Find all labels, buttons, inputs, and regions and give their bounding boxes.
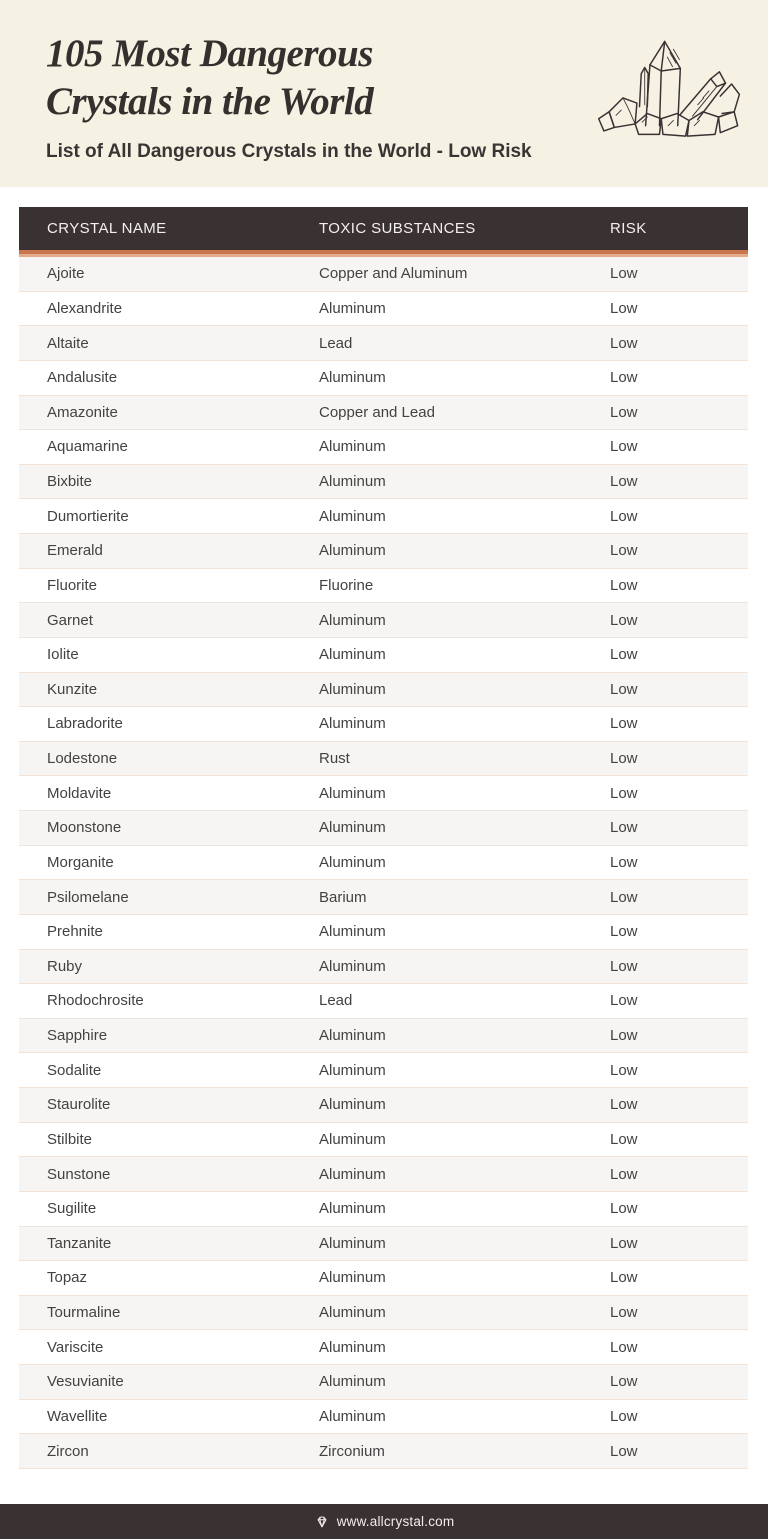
cell-toxic: Aluminum <box>319 473 386 491</box>
cell-risk: Low <box>610 1027 638 1045</box>
cell-toxic: Copper and Aluminum <box>319 265 468 283</box>
table-row <box>19 915 748 950</box>
header <box>0 0 768 187</box>
cell-toxic: Lead <box>319 992 353 1010</box>
table-row <box>19 430 748 465</box>
table-row <box>19 465 748 500</box>
cell-name: Amazonite <box>47 403 118 421</box>
cell-risk: Low <box>610 403 638 421</box>
cell-risk: Low <box>610 1234 638 1252</box>
cell-risk: Low <box>610 992 638 1010</box>
cell-name: Emerald <box>47 542 103 560</box>
cell-risk: Low <box>610 784 638 802</box>
page-title-line-1: 105 Most Dangerous <box>46 32 373 75</box>
crystal-cluster-icon <box>590 24 742 144</box>
cell-toxic: Aluminum <box>319 1096 386 1114</box>
cell-risk: Low <box>610 646 638 664</box>
cell-name: Prehnite <box>47 923 103 941</box>
table-row <box>19 1434 748 1469</box>
cell-toxic: Aluminum <box>319 438 386 456</box>
cell-name: Bixbite <box>47 473 93 491</box>
table-row <box>19 638 748 673</box>
cell-risk: Low <box>610 1165 638 1183</box>
accent-divider <box>19 250 748 257</box>
cell-name: Kunzite <box>47 680 98 698</box>
cell-name: Altaite <box>47 334 89 352</box>
cell-name: Tourmaline <box>47 1304 121 1322</box>
cell-risk: Low <box>610 853 638 871</box>
table-row <box>19 257 748 292</box>
cell-risk: Low <box>610 1200 638 1218</box>
cell-name: Rhodochrosite <box>47 992 144 1010</box>
cell-risk: Low <box>610 611 638 629</box>
cell-risk: Low <box>610 1130 638 1148</box>
cell-risk: Low <box>610 715 638 733</box>
cell-name: Psilomelane <box>47 888 129 906</box>
cell-name: Morganite <box>47 853 114 871</box>
cell-toxic: Aluminum <box>319 1165 386 1183</box>
cell-risk: Low <box>610 1304 638 1322</box>
cell-name: Ajoite <box>47 265 85 283</box>
table-row <box>19 534 748 569</box>
table-row <box>19 776 748 811</box>
cell-name: Aquamarine <box>47 438 128 456</box>
cell-risk: Low <box>610 957 638 975</box>
cell-name: Staurolite <box>47 1096 111 1114</box>
cell-name: Tanzanite <box>47 1234 112 1252</box>
cell-name: Ruby <box>47 957 83 975</box>
cell-toxic: Aluminum <box>319 957 386 975</box>
cell-toxic: Aluminum <box>319 819 386 837</box>
table-row <box>19 1019 748 1054</box>
cell-name: Dumortierite <box>47 507 129 525</box>
cell-toxic: Aluminum <box>319 1061 386 1079</box>
cell-risk: Low <box>610 1061 638 1079</box>
cell-name: Garnet <box>47 611 93 629</box>
table-row <box>19 1157 748 1192</box>
table-row <box>19 1296 748 1331</box>
cell-risk: Low <box>610 265 638 283</box>
cell-toxic: Aluminum <box>319 1373 386 1391</box>
table-row <box>19 603 748 638</box>
cell-toxic: Aluminum <box>319 1130 386 1148</box>
cell-name: Vesuvianite <box>47 1373 124 1391</box>
table-row <box>19 1400 748 1435</box>
cell-name: Stilbite <box>47 1130 93 1148</box>
cell-name: Moonstone <box>47 819 122 837</box>
table-row <box>19 292 748 327</box>
cell-toxic: Lead <box>319 334 353 352</box>
column-header-toxic-substances: TOXIC SUBSTANCES <box>319 220 476 237</box>
cell-risk: Low <box>610 542 638 560</box>
table-row <box>19 707 748 742</box>
cell-risk: Low <box>610 369 638 387</box>
table-row <box>19 742 748 777</box>
cell-risk: Low <box>610 1373 638 1391</box>
cell-risk: Low <box>610 923 638 941</box>
cell-name: Variscite <box>47 1338 104 1356</box>
table-row <box>19 1330 748 1365</box>
cell-toxic: Aluminum <box>319 299 386 317</box>
table-row <box>19 1365 748 1400</box>
column-header-crystal-name: CRYSTAL NAME <box>47 220 167 237</box>
cell-toxic: Aluminum <box>319 1200 386 1218</box>
cell-name: Topaz <box>47 1269 88 1287</box>
cell-toxic: Aluminum <box>319 1234 386 1252</box>
table-header-row <box>19 207 748 250</box>
table-row <box>19 846 748 881</box>
table-row <box>19 1053 748 1088</box>
cell-name: Sugilite <box>47 1200 97 1218</box>
website-url: www.allcrystal.com <box>336 1514 455 1529</box>
cell-toxic: Aluminum <box>319 542 386 560</box>
table-row <box>19 1227 748 1262</box>
cell-toxic: Aluminum <box>319 507 386 525</box>
cell-toxic: Aluminum <box>319 680 386 698</box>
cell-risk: Low <box>610 1269 638 1287</box>
page-title-line-2: Crystals in the World <box>46 79 374 123</box>
cell-toxic: Copper and Lead <box>319 403 435 421</box>
cell-toxic: Barium <box>319 888 367 906</box>
cell-name: Labradorite <box>47 715 123 733</box>
table-row <box>19 984 748 1019</box>
cell-risk: Low <box>610 507 638 525</box>
cell-name: Iolite <box>47 646 79 664</box>
cell-name: Sapphire <box>47 1027 108 1045</box>
cell-name: Andalusite <box>47 369 118 387</box>
footer-bar <box>0 1504 768 1539</box>
table-row <box>19 361 748 396</box>
table-row <box>19 396 748 431</box>
cell-risk: Low <box>610 473 638 491</box>
table-row <box>19 1192 748 1227</box>
cell-risk: Low <box>610 888 638 906</box>
cell-toxic: Aluminum <box>319 853 386 871</box>
cell-toxic: Aluminum <box>319 715 386 733</box>
cell-risk: Low <box>610 680 638 698</box>
cell-risk: Low <box>610 1338 638 1356</box>
cell-name: Zircon <box>47 1442 89 1460</box>
cell-risk: Low <box>610 1442 638 1460</box>
cell-toxic: Aluminum <box>319 611 386 629</box>
table-row <box>19 1123 748 1158</box>
table-row <box>19 950 748 985</box>
table-row <box>19 1261 748 1296</box>
cell-name: Sodalite <box>47 1061 102 1079</box>
cell-risk: Low <box>610 438 638 456</box>
cell-risk: Low <box>610 334 638 352</box>
cell-toxic: Aluminum <box>319 1304 386 1322</box>
cell-risk: Low <box>610 819 638 837</box>
table-body <box>19 257 748 1469</box>
table-row <box>19 569 748 604</box>
cell-toxic: Aluminum <box>319 923 386 941</box>
table-row <box>19 811 748 846</box>
page-subtitle: List of All Dangerous Crystals in the World - Low Risk <box>46 141 532 163</box>
table-row <box>19 673 748 708</box>
table-row <box>19 499 748 534</box>
cell-name: Sunstone <box>47 1165 111 1183</box>
cell-risk: Low <box>610 299 638 317</box>
cell-toxic: Aluminum <box>319 646 386 664</box>
cell-toxic: Aluminum <box>319 784 386 802</box>
cell-risk: Low <box>610 1096 638 1114</box>
cell-name: Fluorite <box>47 576 98 594</box>
table-row <box>19 1088 748 1123</box>
table-row <box>19 880 748 915</box>
cell-risk: Low <box>610 750 638 768</box>
cell-toxic: Rust <box>319 750 350 768</box>
cell-name: Lodestone <box>47 750 118 768</box>
cell-toxic: Zirconium <box>319 1442 385 1460</box>
cell-toxic: Aluminum <box>319 369 386 387</box>
cell-toxic: Aluminum <box>319 1407 386 1425</box>
cell-toxic: Aluminum <box>319 1027 386 1045</box>
cell-risk: Low <box>610 1407 638 1425</box>
crystals-table <box>19 207 748 1469</box>
column-header-risk: RISK <box>610 220 647 237</box>
table-row <box>19 326 748 361</box>
cell-name: Alexandrite <box>47 299 123 317</box>
cell-toxic: Aluminum <box>319 1269 386 1287</box>
cell-name: Moldavite <box>47 784 112 802</box>
cell-toxic: Aluminum <box>319 1338 386 1356</box>
cell-toxic: Fluorine <box>319 576 374 594</box>
cell-risk: Low <box>610 576 638 594</box>
gem-icon <box>314 1514 330 1530</box>
cell-name: Wavellite <box>47 1407 108 1425</box>
